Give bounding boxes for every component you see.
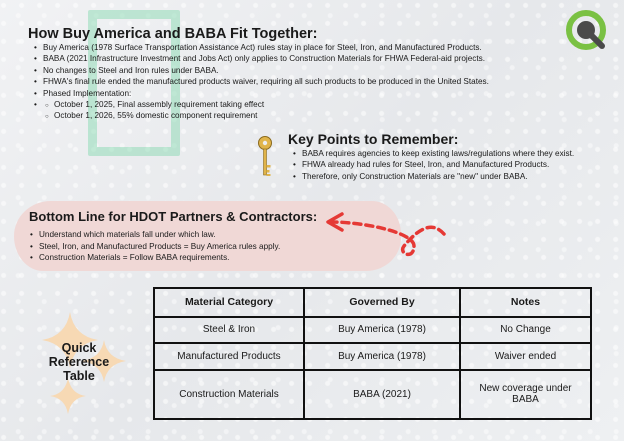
list-item: • BABA (2021 Infrastructure Investment and Jobs Act) only applies to Construction Materials for FHWA Federal-aid projects. [34,53,489,64]
phase-sublist [34,99,489,122]
table-cell: New coverage under BABA [460,370,591,419]
table-row [154,343,591,370]
bottom-line-title: Bottom Line for HDOT Partners & Contractors: [29,209,318,224]
list-item: • Phased Implementation: [34,88,489,99]
list-item: • FHWA already had rules for Steel, Iron, and Manufactured Products. [293,159,574,170]
dashed-arrow-icon [322,206,452,266]
column-header: Governed By [304,288,460,317]
key-icon [255,135,275,181]
buy-america-list [34,42,489,122]
list-item: • Therefore, only Construction Materials are "new" under BABA. [293,171,574,182]
list-item: • Understand which materials fall under which law. [30,229,280,241]
table-row [154,370,591,419]
list-item: • BABA requires agencies to keep existing laws/regulations where they exist. [293,148,574,159]
list-item: • Construction Materials = Follow BABA requirements. [30,252,280,264]
table-header-row [154,288,591,317]
quick-reference-table [153,287,592,420]
key-points-title: Key Points to Remember: [288,131,459,147]
table-cell: Manufactured Products [154,343,304,370]
table-cell: Construction Materials [154,370,304,419]
table-cell: Buy America (1978) [304,317,460,344]
table-cell: Steel & Iron [154,317,304,344]
phase-item: ○ • October 1, 2025, Final assembly requirement taking effect [45,99,489,110]
table-cell: Buy America (1978) [304,343,460,370]
column-header: Notes [460,288,591,317]
column-header: Material Category [154,288,304,317]
quick-reference-label: Quick Reference Table [48,341,110,383]
list-item: • Steel, Iron, and Manufactured Products = Buy America rules apply. [30,241,280,253]
table-cell: BABA (2021) [304,370,460,419]
phase-item: ○ October 1, 2026, 55% domestic component requirement [45,110,489,121]
table-cell: No Change [460,317,591,344]
bottom-line-list [30,229,280,264]
page-title: How Buy America and BABA Fit Together: [28,26,318,42]
list-item: • Buy America (1978 Surface Transportation Assistance Act) rules stay in place for Steel, Iron, and Manufactured Products. [34,42,489,53]
table-cell: Waiver ended [460,343,591,370]
list-item: • FHWA's final rule ended the manufactured products waiver, requiring all such products to be produced in the United States. [34,76,489,87]
table-row [154,317,591,344]
list-item: • No changes to Steel and Iron rules under BABA. [34,65,489,76]
key-points-list [293,148,574,182]
company-logo-icon [566,10,606,50]
